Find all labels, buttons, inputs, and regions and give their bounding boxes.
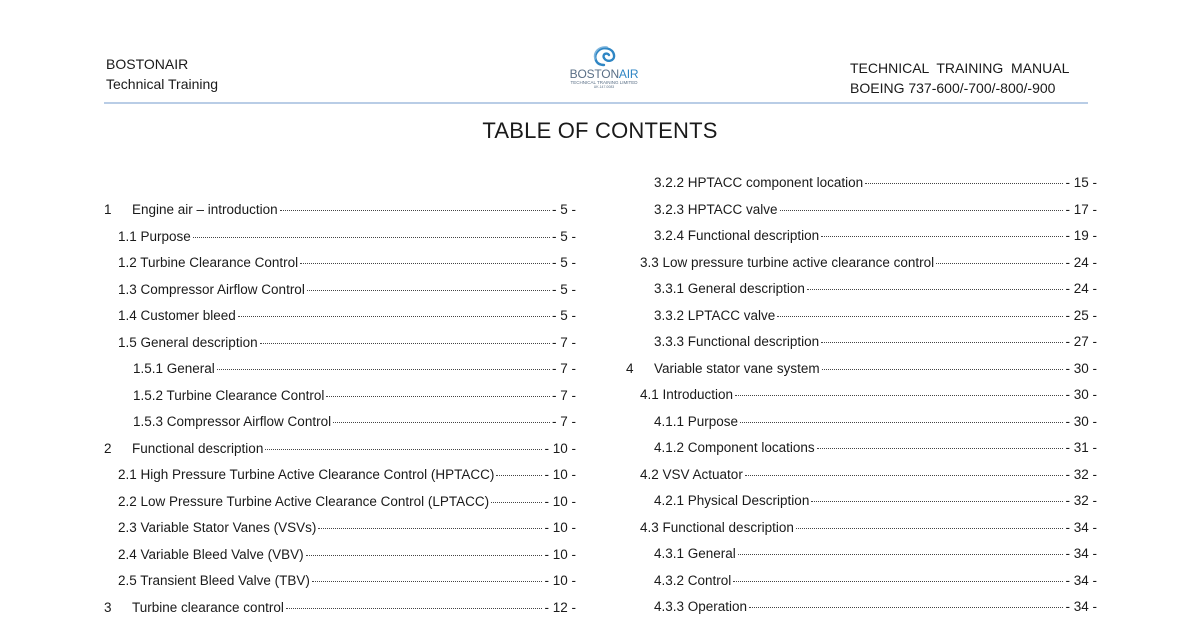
toc-page-number: - 5 -: [551, 281, 576, 297]
toc-entry[interactable]: [654, 307, 1097, 325]
toc-dot-leader: [280, 209, 550, 211]
toc-page-number: - 7 -: [551, 387, 576, 403]
toc-entry-title: Engine air – introduction: [132, 202, 278, 217]
toc-entry[interactable]: [133, 387, 576, 405]
toc-entry[interactable]: [640, 466, 1097, 484]
logo-subtitle: TECHNICAL TRAINING LIMITED: [570, 80, 638, 85]
toc-entry-title: 4.3.3 Operation: [654, 599, 748, 614]
toc-entry[interactable]: [118, 572, 576, 590]
toc-dot-leader: [821, 341, 1063, 343]
toc-entry[interactable]: [104, 201, 576, 219]
toc-page-number: - 10 -: [544, 467, 576, 482]
toc-entry-title: Functional description: [132, 440, 264, 456]
toc-entry-title: 3.3.3 Functional description: [654, 334, 820, 349]
toc-entry[interactable]: [118, 546, 576, 564]
toc-entry-title: Variable stator vane system: [654, 360, 820, 376]
toc-page-number: - 30 -: [1065, 387, 1097, 402]
toc-entry-title: 4.1.1 Purpose: [654, 413, 739, 429]
toc-dot-leader: [265, 448, 542, 450]
toc-page-number: - 7 -: [551, 334, 576, 350]
toc-entry[interactable]: [654, 598, 1097, 616]
toc-chapter-number: 1: [104, 202, 112, 217]
toc-entry[interactable]: [654, 439, 1097, 457]
toc-page-number: - 24 -: [1065, 254, 1097, 270]
toc-dot-leader: [740, 421, 1063, 423]
logo-wordmark-air: AIR: [618, 67, 639, 81]
toc-page-number: - 5 -: [551, 228, 576, 244]
toc-entry-title: 1.2 Turbine Clearance Control: [118, 255, 299, 270]
toc-entry[interactable]: [118, 254, 576, 272]
toc-entry-title: 4.2 VSV Actuator: [640, 466, 743, 482]
logo-wordmark-boston: BOSTON: [569, 67, 619, 81]
toc-entry[interactable]: [118, 334, 576, 352]
toc-page-number: - 30 -: [1065, 360, 1097, 376]
toc-dot-leader: [333, 421, 550, 423]
toc-entry[interactable]: [654, 280, 1097, 298]
toc-entry-title: 3.3.1 General description: [654, 281, 805, 296]
toc-dot-leader: [796, 527, 1064, 529]
toc-dot-leader: [286, 607, 543, 609]
toc-dot-leader: [733, 580, 1063, 582]
toc-page-number: - 10 -: [544, 520, 576, 535]
toc-entry[interactable]: [640, 386, 1097, 404]
toc-chapter-number: 2: [104, 440, 112, 456]
department-name: Technical Training: [106, 76, 219, 92]
toc-dot-leader: [749, 606, 1063, 608]
toc-dot-leader: [807, 288, 1064, 290]
toc-page-number: - 17 -: [1065, 201, 1097, 217]
toc-entry-title: 1.1 Purpose: [118, 228, 191, 244]
bostonair-logo: [562, 44, 646, 96]
page-title: TABLE OF CONTENTS: [482, 118, 718, 143]
toc-entry-title: 2.1 High Pressure Turbine Active Clearance Control (HPTACC): [118, 467, 495, 482]
toc-dot-leader: [780, 209, 1064, 211]
toc-entry[interactable]: [654, 545, 1097, 563]
header-left: [106, 54, 218, 94]
toc-entry-title: 4.2.1 Physical Description: [654, 493, 810, 508]
manual-title: TECHNICAL TRAINING MANUAL: [850, 60, 1070, 76]
toc-page-number: - 19 -: [1065, 228, 1097, 243]
toc-page-number: - 34 -: [1065, 599, 1097, 614]
toc-entry-title: 4.3.1 General: [654, 546, 736, 561]
toc-dot-leader: [865, 182, 1063, 184]
toc-dot-leader: [745, 474, 1064, 476]
toc-entry-title: 1.5.3 Compressor Airflow Control: [133, 414, 332, 429]
toc-dot-leader: [811, 500, 1063, 502]
toc-page-number: - 34 -: [1065, 546, 1097, 561]
toc-entry[interactable]: [104, 440, 576, 458]
toc-entry[interactable]: [118, 519, 576, 537]
toc-entry-title: 1.5 General description: [118, 334, 258, 350]
toc-page-number: - 32 -: [1065, 493, 1097, 508]
toc-page-number: - 5 -: [551, 308, 576, 323]
toc-page-number: - 24 -: [1065, 281, 1097, 296]
toc-entry-title: 1.4 Customer bleed: [118, 308, 236, 323]
toc-page-number: - 5 -: [551, 255, 576, 270]
toc-dot-leader: [821, 235, 1063, 237]
toc-entry[interactable]: [640, 254, 1097, 272]
toc-entry[interactable]: [118, 228, 576, 246]
toc-entry[interactable]: [118, 493, 576, 511]
toc-entry[interactable]: [133, 413, 576, 431]
toc-dot-leader: [777, 315, 1063, 317]
toc-dot-leader: [496, 474, 542, 476]
toc-dot-leader: [318, 527, 542, 529]
logo-approval-number: UK.147.0083: [593, 85, 615, 89]
toc-entry-title: 2.4 Variable Bleed Valve (VBV): [118, 546, 304, 562]
toc-entry-title: 4.1.2 Component locations: [654, 440, 815, 455]
toc-dot-leader: [238, 315, 550, 317]
toc-page-number: - 12 -: [544, 599, 576, 615]
toc-dot-leader: [738, 553, 1064, 555]
toc-page-number: - 32 -: [1065, 466, 1097, 482]
toc-entry[interactable]: [640, 519, 1097, 537]
toc-entry-title: 1.3 Compressor Airflow Control: [118, 281, 305, 297]
toc-entry-title: 3.3.2 LPTACC valve: [654, 307, 776, 323]
toc-entry-title: 4.3 Functional description: [640, 519, 794, 535]
toc-page-number: - 15 -: [1065, 175, 1097, 190]
toc-entry[interactable]: [626, 360, 1097, 378]
toc-dot-leader: [817, 447, 1064, 449]
toc-page-number: - 27 -: [1065, 334, 1097, 349]
header-divider: [104, 102, 1088, 104]
toc-chapter-number: 3: [104, 599, 112, 615]
toc-dot-leader: [326, 395, 550, 397]
toc-page-number: - 34 -: [1065, 519, 1097, 535]
toc-page-number: - 5 -: [551, 202, 576, 217]
toc-dot-leader: [260, 342, 550, 344]
toc-entry[interactable]: [654, 174, 1097, 192]
toc-entry[interactable]: [654, 572, 1097, 590]
toc-page-number: - 34 -: [1065, 572, 1097, 588]
toc-dot-leader: [822, 368, 1064, 370]
toc-dot-leader: [735, 394, 1063, 396]
toc-entry-title: 3.2.2 HPTACC component location: [654, 175, 864, 190]
toc-dot-leader: [312, 580, 543, 582]
toc-entry-title: 3.2.4 Functional description: [654, 228, 820, 243]
toc-dot-leader: [307, 289, 550, 291]
toc-entry-title: 4.1 Introduction: [640, 387, 734, 402]
toc-dot-leader: [300, 262, 550, 264]
toc-page-number: - 10 -: [544, 573, 576, 588]
toc-page-number: - 7 -: [551, 414, 576, 429]
toc-page-number: - 31 -: [1065, 440, 1097, 455]
toc-entry[interactable]: [118, 281, 576, 299]
toc-chapter-number: 4: [626, 360, 634, 376]
toc-page-number: - 10 -: [544, 546, 576, 562]
toc-entry[interactable]: [654, 201, 1097, 219]
toc-entry-title: Turbine clearance control: [132, 599, 284, 615]
logo-wordmark: [562, 68, 646, 80]
toc-dot-leader: [491, 501, 542, 503]
toc-entry-title: 3.3 Low pressure turbine active clearance control: [640, 254, 935, 270]
toc-page-number: - 10 -: [544, 493, 576, 509]
header-right: [850, 58, 1069, 98]
toc-entry[interactable]: [104, 599, 576, 617]
toc-page-number: - 25 -: [1065, 307, 1097, 323]
toc-dot-leader: [936, 262, 1063, 264]
toc-entry[interactable]: [654, 492, 1097, 510]
aircraft-model: BOEING 737-600/-700/-800/-900: [850, 80, 1056, 96]
toc-dot-leader: [193, 236, 550, 238]
toc-dot-leader: [217, 368, 550, 370]
toc-entry[interactable]: [118, 307, 576, 325]
toc-entry-title: 1.5.1 General: [133, 361, 215, 376]
toc-entry-title: 2.5 Transient Bleed Valve (TBV): [118, 573, 310, 588]
toc-page-number: - 7 -: [551, 361, 576, 376]
company-name: BOSTONAIR: [106, 56, 189, 72]
toc-page-number: - 30 -: [1065, 413, 1097, 429]
toc-page-number: - 10 -: [544, 440, 576, 456]
toc-entry-title: 4.3.2 Control: [654, 572, 732, 588]
toc-entry-title: 1.5.2 Turbine Clearance Control: [133, 387, 325, 403]
toc-entry-title: 3.2.3 HPTACC valve: [654, 201, 778, 217]
swirl-icon: [589, 44, 619, 68]
toc-entry-title: 2.3 Variable Stator Vanes (VSVs): [118, 520, 317, 535]
toc-entry[interactable]: [118, 466, 576, 484]
toc-entry[interactable]: [654, 413, 1097, 431]
toc-entry-title: 2.2 Low Pressure Turbine Active Clearance Control (LPTACC): [118, 493, 490, 509]
toc-entry[interactable]: [654, 333, 1097, 351]
toc-entry[interactable]: [654, 227, 1097, 245]
toc-entry[interactable]: [133, 360, 576, 378]
toc-dot-leader: [306, 554, 543, 556]
